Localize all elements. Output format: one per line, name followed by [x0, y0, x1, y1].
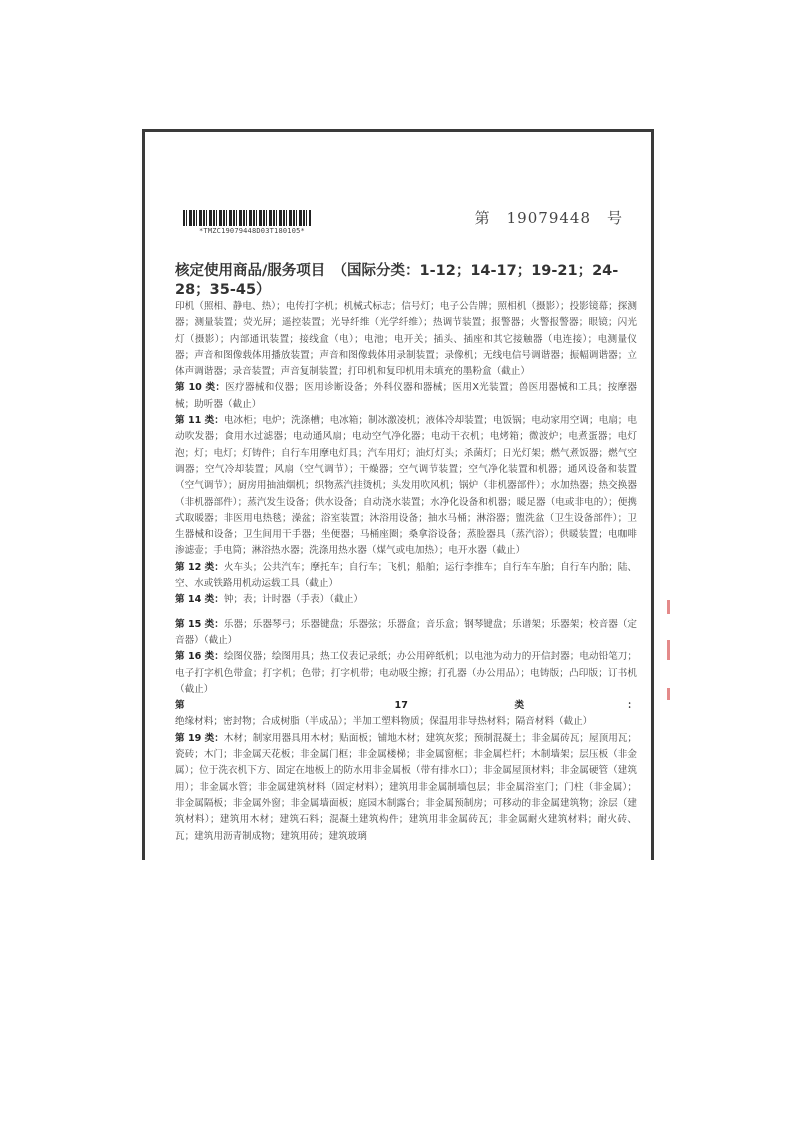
class-item-12 — [175, 560, 637, 593]
class-label: 第 14 类： — [175, 594, 224, 606]
barcode-image — [183, 210, 311, 226]
document-page — [142, 129, 654, 860]
registration-number: 第 19079448 号 — [474, 209, 623, 227]
class-label: 第 16 类： — [175, 651, 224, 663]
class-item-11 — [175, 413, 637, 560]
goods-list — [175, 299, 637, 845]
class-item-14 — [175, 592, 637, 608]
class-text: 木材；制家用器具用木材；贴面板；铺地木材；建筑灰浆；预制混凝土；非金属砖瓦；屋顶用瓦；瓷砖；木门；非金属天花板；非金属门框；非金属楼梯；非金属窗框；非金属栏杆；木制墙架；层压板（非金属）；位于洗衣机下方、固定在地板上的防水用非金属板（带有排水口）；非金属屋顶材料；非金属硬管（建筑用）；非金属水管；非金属建筑材料（固定材料）；建筑用非金属制墙包层；非金属浴室门；门柱（非金属）；非金属隔板；非金属外窗；非金属墙面板；庭园木制露台；非金属预制房；可移动的非金属建筑物；涂层（建筑材料）；建筑用木材；建筑石料；混凝土建筑构件；建筑用非金属砖瓦；非金属耐火建筑材料；耐火砖、瓦；建筑用沥青制成物；建筑用砖；建筑玻璃 — [175, 732, 638, 842]
spacer — [175, 609, 637, 617]
class-text: 印机（照相、静电、热）；电传打字机；机械式标志；信号灯；电子公告牌；照相机（摄影）；投影镜幕；探测器；测量装置；荧光屏；遥控装置；光导纤维（光学纤维）；热调节装置；报警器；火警报警器；眼镜；闪光灯（摄影）；内部通讯装置；接线盒（电）；电池；电开关；插头、插座和其它接触器（电连接）；电测量仪器；声音和图像载体用播放装置；声音和图像载体用录制装置；录像机；无线电信号调谐器；振幅调谐器；立体声调谐器；录音装置；声音复制装置；打印机和复印机用未填充的墨粉盒（截止） — [175, 301, 637, 378]
class-text: 绘图仪器；绘图用具；热工仪表记录纸；办公用碎纸机；以电池为动力的开信封器；电动铅笔刀；电子打字机色带盒；打字机；色带；打字机带；电动吸尘擦；打孔器（办公用品）；电铸版；凸印版；订书机（截止） — [175, 651, 638, 695]
class-item-19 — [175, 731, 637, 845]
class-text: 电冰柜；电炉；洗涤槽；电冰箱；制冰激凌机；液体冷却装置；电饭锅；电动家用空调；电扇；电动吹发器；食用水过滤器；电动通风扇；电动空气净化器；电动干衣机；电烤箱；微波炉；电煮蛋器；电灯泡；灯；电灯；灯铸件；自行车用摩电灯具；汽车用灯；油灯灯头；杀菌灯；日光灯架；燃气煮饭器；燃气空调器；空气冷却装置；风扇（空气调节）；干燥器；空气调节装置；空气净化装置和机器；通风设备和装置（空气调节）；厨房用抽油烟机；织物蒸汽挂烫机；头发用吹风机；锅炉（非机器部件）；水加热器；热交换器（非机器部件）；蒸汽发生设备；供水设备；自动浇水装置；水净化设备和机器；暖足器（电或非电的）；便携式取暖器；非医用电热毯；澡盆；浴室装置；沐浴用设备；抽水马桶；淋浴器；盥洗盆（卫生设备部件）；卫生器械和设备；卫生间用干手器；坐便器；马桶座圈；桑拿浴设备；蒸脸器具（蒸汽浴）；供暖装置；电咖啡渗滤壶；手电筒；淋浴热水器；洗涤用热水器（煤气或电加热）；电开水器（截止） — [175, 415, 638, 557]
red-edge-mark — [667, 640, 670, 660]
class-label: 第 17 类： — [175, 700, 637, 712]
class-label: 第 15 类： — [175, 618, 224, 630]
class-text: 火车头；公共汽车；摩托车；自行车；飞机；船舶；运行李推车；自行车车胎；自行车内胎；陆、空、水或铁路用机动运载工具（截止） — [175, 561, 638, 590]
red-edge-mark — [667, 600, 670, 614]
class-item-15 — [175, 617, 637, 650]
class-text: 医疗器械和仪器；医用诊断设备；外科仪器和器械；医用X光装置；兽医用器械和工具；按摩器械；助听器（截止） — [175, 382, 638, 410]
page-title: 核定使用商品/服务项目 （国际分类：1-12；14-17；19-21；24-28；35-45） — [175, 263, 619, 298]
class-label: 第 11 类： — [175, 415, 224, 427]
class-item-16 — [175, 649, 637, 698]
class-item-10 — [175, 380, 637, 413]
class-text: 乐器；乐器琴弓；乐器键盘；乐器弦；乐器盒；音乐盒；钢琴键盘；乐谱架；乐器架；校音器（定音器）（截止） — [175, 618, 638, 646]
barcode-text: *TMZC19079448D03T180105* — [199, 227, 305, 235]
class-label: 第 10 类： — [175, 382, 226, 394]
class-item-17 — [175, 698, 637, 731]
class-label: 第 19 类： — [175, 732, 224, 744]
class-label: 第 12 类： — [175, 561, 224, 573]
class-text: 钟；表；计时器（手表）（截止） — [223, 594, 363, 606]
class-text: 绝缘材料；密封物；合成树脂（半成品）；半加工塑料物质；保温用非导热材料；隔音材料（截止） — [175, 716, 593, 728]
class-item-9 — [175, 299, 637, 380]
red-edge-mark — [667, 688, 670, 700]
